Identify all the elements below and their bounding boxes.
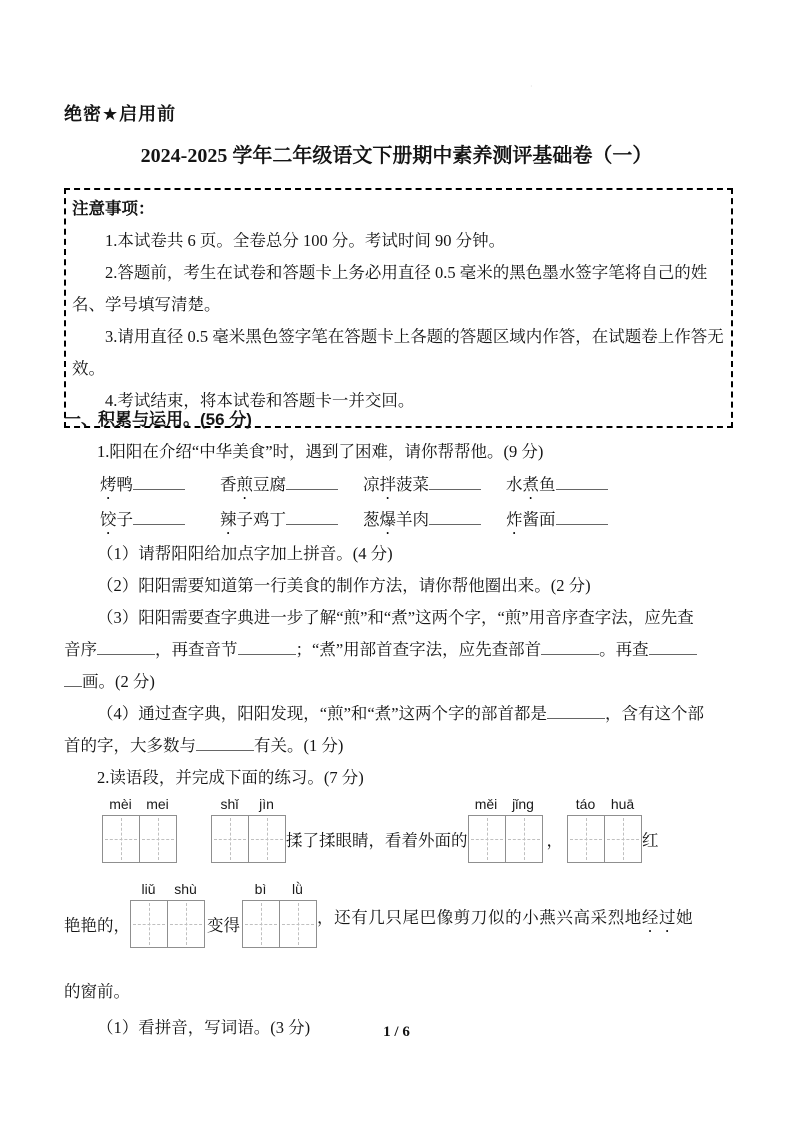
answer-blank[interactable]	[541, 637, 599, 655]
writing-cell[interactable]	[131, 901, 167, 947]
pinyin-label: huā	[610, 796, 635, 812]
pinyin-group	[468, 795, 543, 863]
writing-cell[interactable]	[212, 816, 248, 862]
pinyin-label: táo	[575, 796, 596, 812]
dotted-char: 烤	[100, 475, 117, 494]
food-list-row-2	[100, 503, 737, 538]
answer-blank[interactable]	[64, 669, 82, 687]
answer-blank[interactable]	[286, 472, 338, 490]
passage-text: 红	[642, 831, 659, 850]
passage-text: 变得	[207, 916, 240, 935]
answer-blank[interactable]	[429, 507, 481, 525]
scan-artifact: ·	[530, 82, 533, 91]
notice-heading: 注意事项：	[72, 200, 155, 218]
food-text: 鸭	[116, 475, 133, 494]
food-text: 香	[220, 475, 237, 494]
question-text: 。再查	[599, 640, 649, 659]
food-text: 酱面	[522, 510, 556, 529]
writing-cell[interactable]	[248, 816, 285, 862]
notice-item: 4.考试结束，将本试卷和答题卡一并交回。	[105, 391, 415, 410]
answer-blank[interactable]	[547, 701, 605, 719]
pinyin-group	[211, 795, 286, 863]
pinyin-group	[130, 880, 205, 948]
pinyin-label: shǐ	[220, 796, 239, 812]
notice-item: 2.答题前，考生在试卷和答题卡上务必用直径 0.5 毫米的黑色墨水签字笔将自己的姓名、学号填写清楚。	[72, 263, 708, 314]
writing-cell[interactable]	[167, 901, 204, 947]
sub-question-1-4-line2	[64, 730, 737, 762]
food-text: 子鸡丁	[236, 510, 286, 529]
writing-cell[interactable]	[139, 816, 176, 862]
answer-blank[interactable]	[649, 637, 697, 655]
pinyin-label: mèi	[109, 796, 132, 812]
pinyin-group	[567, 795, 642, 863]
pinyin-label: měi	[474, 796, 498, 812]
question-text: ，再查音节	[155, 640, 238, 659]
pinyin-label: jǐng	[512, 796, 534, 812]
food-item	[100, 503, 220, 538]
answer-blank[interactable]	[238, 637, 296, 655]
food-item	[506, 468, 737, 503]
sub-question-1-3-line2	[64, 634, 737, 666]
sub-question-1-3-line1: （3）阳阳需要查字典进一步了解“煎”和“煮”这两个字，“煎”用音序查字法，应先查	[97, 608, 694, 627]
answer-blank[interactable]	[556, 507, 608, 525]
answer-blank[interactable]	[196, 733, 254, 751]
security-label: 绝密★启用前	[64, 104, 177, 124]
dotted-char: 煎	[236, 475, 253, 494]
page-title: 2024-2025 学年二年级语文下册期中素养测评基础卷（一）	[140, 145, 653, 167]
food-item	[100, 468, 220, 503]
food-text: 水	[506, 475, 523, 494]
passage-text	[317, 904, 693, 948]
food-text: 豆腐	[253, 475, 286, 494]
question-stem-2: 2.读语段，并完成下面的练习。(7 分)	[97, 768, 364, 787]
writing-cell[interactable]	[279, 901, 316, 947]
question-text: ，含有这个部	[605, 704, 705, 723]
food-item	[363, 468, 506, 503]
question-text: 画。(2 分)	[82, 672, 155, 691]
notice-item: 3.请用直径 0.5 毫米黑色签字笔在答题卡上各题的答题区域内作答，在试题卷上作答无效。	[72, 327, 724, 378]
answer-blank[interactable]	[286, 507, 338, 525]
food-text: 葱	[363, 510, 380, 529]
pinyin-group	[102, 795, 177, 863]
passage-text: ，还有几只尾巴像剪刀似的小燕兴高采烈地	[317, 908, 642, 927]
question-text: 有关。(1 分)	[254, 736, 344, 755]
answer-blank[interactable]	[429, 472, 481, 490]
section-heading: 一、积累与运用。(56 分)	[64, 410, 252, 429]
writing-cell[interactable]	[469, 816, 505, 862]
food-text: 羊肉	[396, 510, 429, 529]
question-text: （4）通过查字典，阳阳发现，“煎”和“煮”这两个字的部首都是	[97, 704, 548, 723]
dotted-char: 拌	[379, 475, 396, 494]
writing-cell[interactable]	[103, 816, 139, 862]
sub-question-1-4-line1	[64, 698, 737, 730]
food-list-row-1	[100, 468, 737, 503]
answer-blank[interactable]	[556, 472, 608, 490]
question-text: 首的字，大多数与	[64, 736, 196, 755]
food-text: 子	[116, 510, 133, 529]
food-text: 菠菜	[396, 475, 429, 494]
question-text: ；“煮”用部首查字法，应先查部首	[295, 640, 542, 659]
dotted-char: 爆	[379, 510, 396, 529]
food-item	[220, 468, 363, 503]
dotted-word: 经过	[641, 908, 677, 927]
dotted-char: 炸	[506, 510, 523, 529]
exam-body	[64, 404, 737, 1044]
answer-blank[interactable]	[97, 637, 155, 655]
passage-text: 艳艳的，	[64, 916, 130, 935]
passage-line-3: 的窗前。	[64, 982, 130, 1001]
page-number: 1 / 6	[383, 1024, 410, 1040]
dotted-char: 辣	[220, 510, 237, 529]
question-text: 音序	[64, 640, 97, 659]
writing-cell[interactable]	[604, 816, 641, 862]
sub-question-2-1: （1）看拼音，写词语。(3 分)	[97, 1018, 311, 1037]
pinyin-group	[242, 880, 317, 948]
writing-cell[interactable]	[505, 816, 542, 862]
pinyin-label: bì	[254, 881, 267, 897]
dotted-char: 煮	[522, 475, 539, 494]
notice-box	[64, 188, 733, 428]
pinyin-label: jìn	[259, 796, 274, 812]
writing-cell[interactable]	[568, 816, 604, 862]
sub-question-1-2: （2）阳阳需要知道第一行美食的制作方法，请你帮他圈出来。(2 分)	[97, 576, 591, 595]
pinyin-label: lǜ	[292, 881, 303, 897]
dotted-char: 饺	[100, 510, 117, 529]
food-text: 鱼	[539, 475, 556, 494]
food-item	[506, 503, 737, 538]
sub-question-1-1: （1）请帮阳阳给加点字加上拼音。(4 分)	[97, 544, 393, 563]
answer-blank[interactable]	[133, 472, 185, 490]
pinyin-label: liǔ	[141, 881, 156, 897]
food-item	[363, 503, 506, 538]
passage-line-1	[102, 795, 737, 863]
passage-line-2	[64, 880, 737, 948]
pinyin-label: mei	[146, 796, 169, 812]
question-stem-1: 1.阳阳在介绍“中华美食”时，遇到了困难，请你帮帮他。(9 分)	[97, 442, 544, 461]
passage-text: 她	[676, 908, 694, 927]
passage-text: ，	[546, 831, 563, 850]
sub-question-1-3-line3	[64, 666, 737, 698]
pinyin-label: shù	[174, 881, 197, 897]
answer-blank[interactable]	[133, 507, 185, 525]
passage-text: 揉了揉眼睛，看着外面的	[286, 831, 468, 850]
food-item	[220, 503, 363, 538]
food-text: 凉	[363, 475, 380, 494]
writing-cell[interactable]	[243, 901, 279, 947]
notice-item: 1.本试卷共 6 页。全卷总分 100 分。考试时间 90 分钟。	[105, 231, 506, 250]
